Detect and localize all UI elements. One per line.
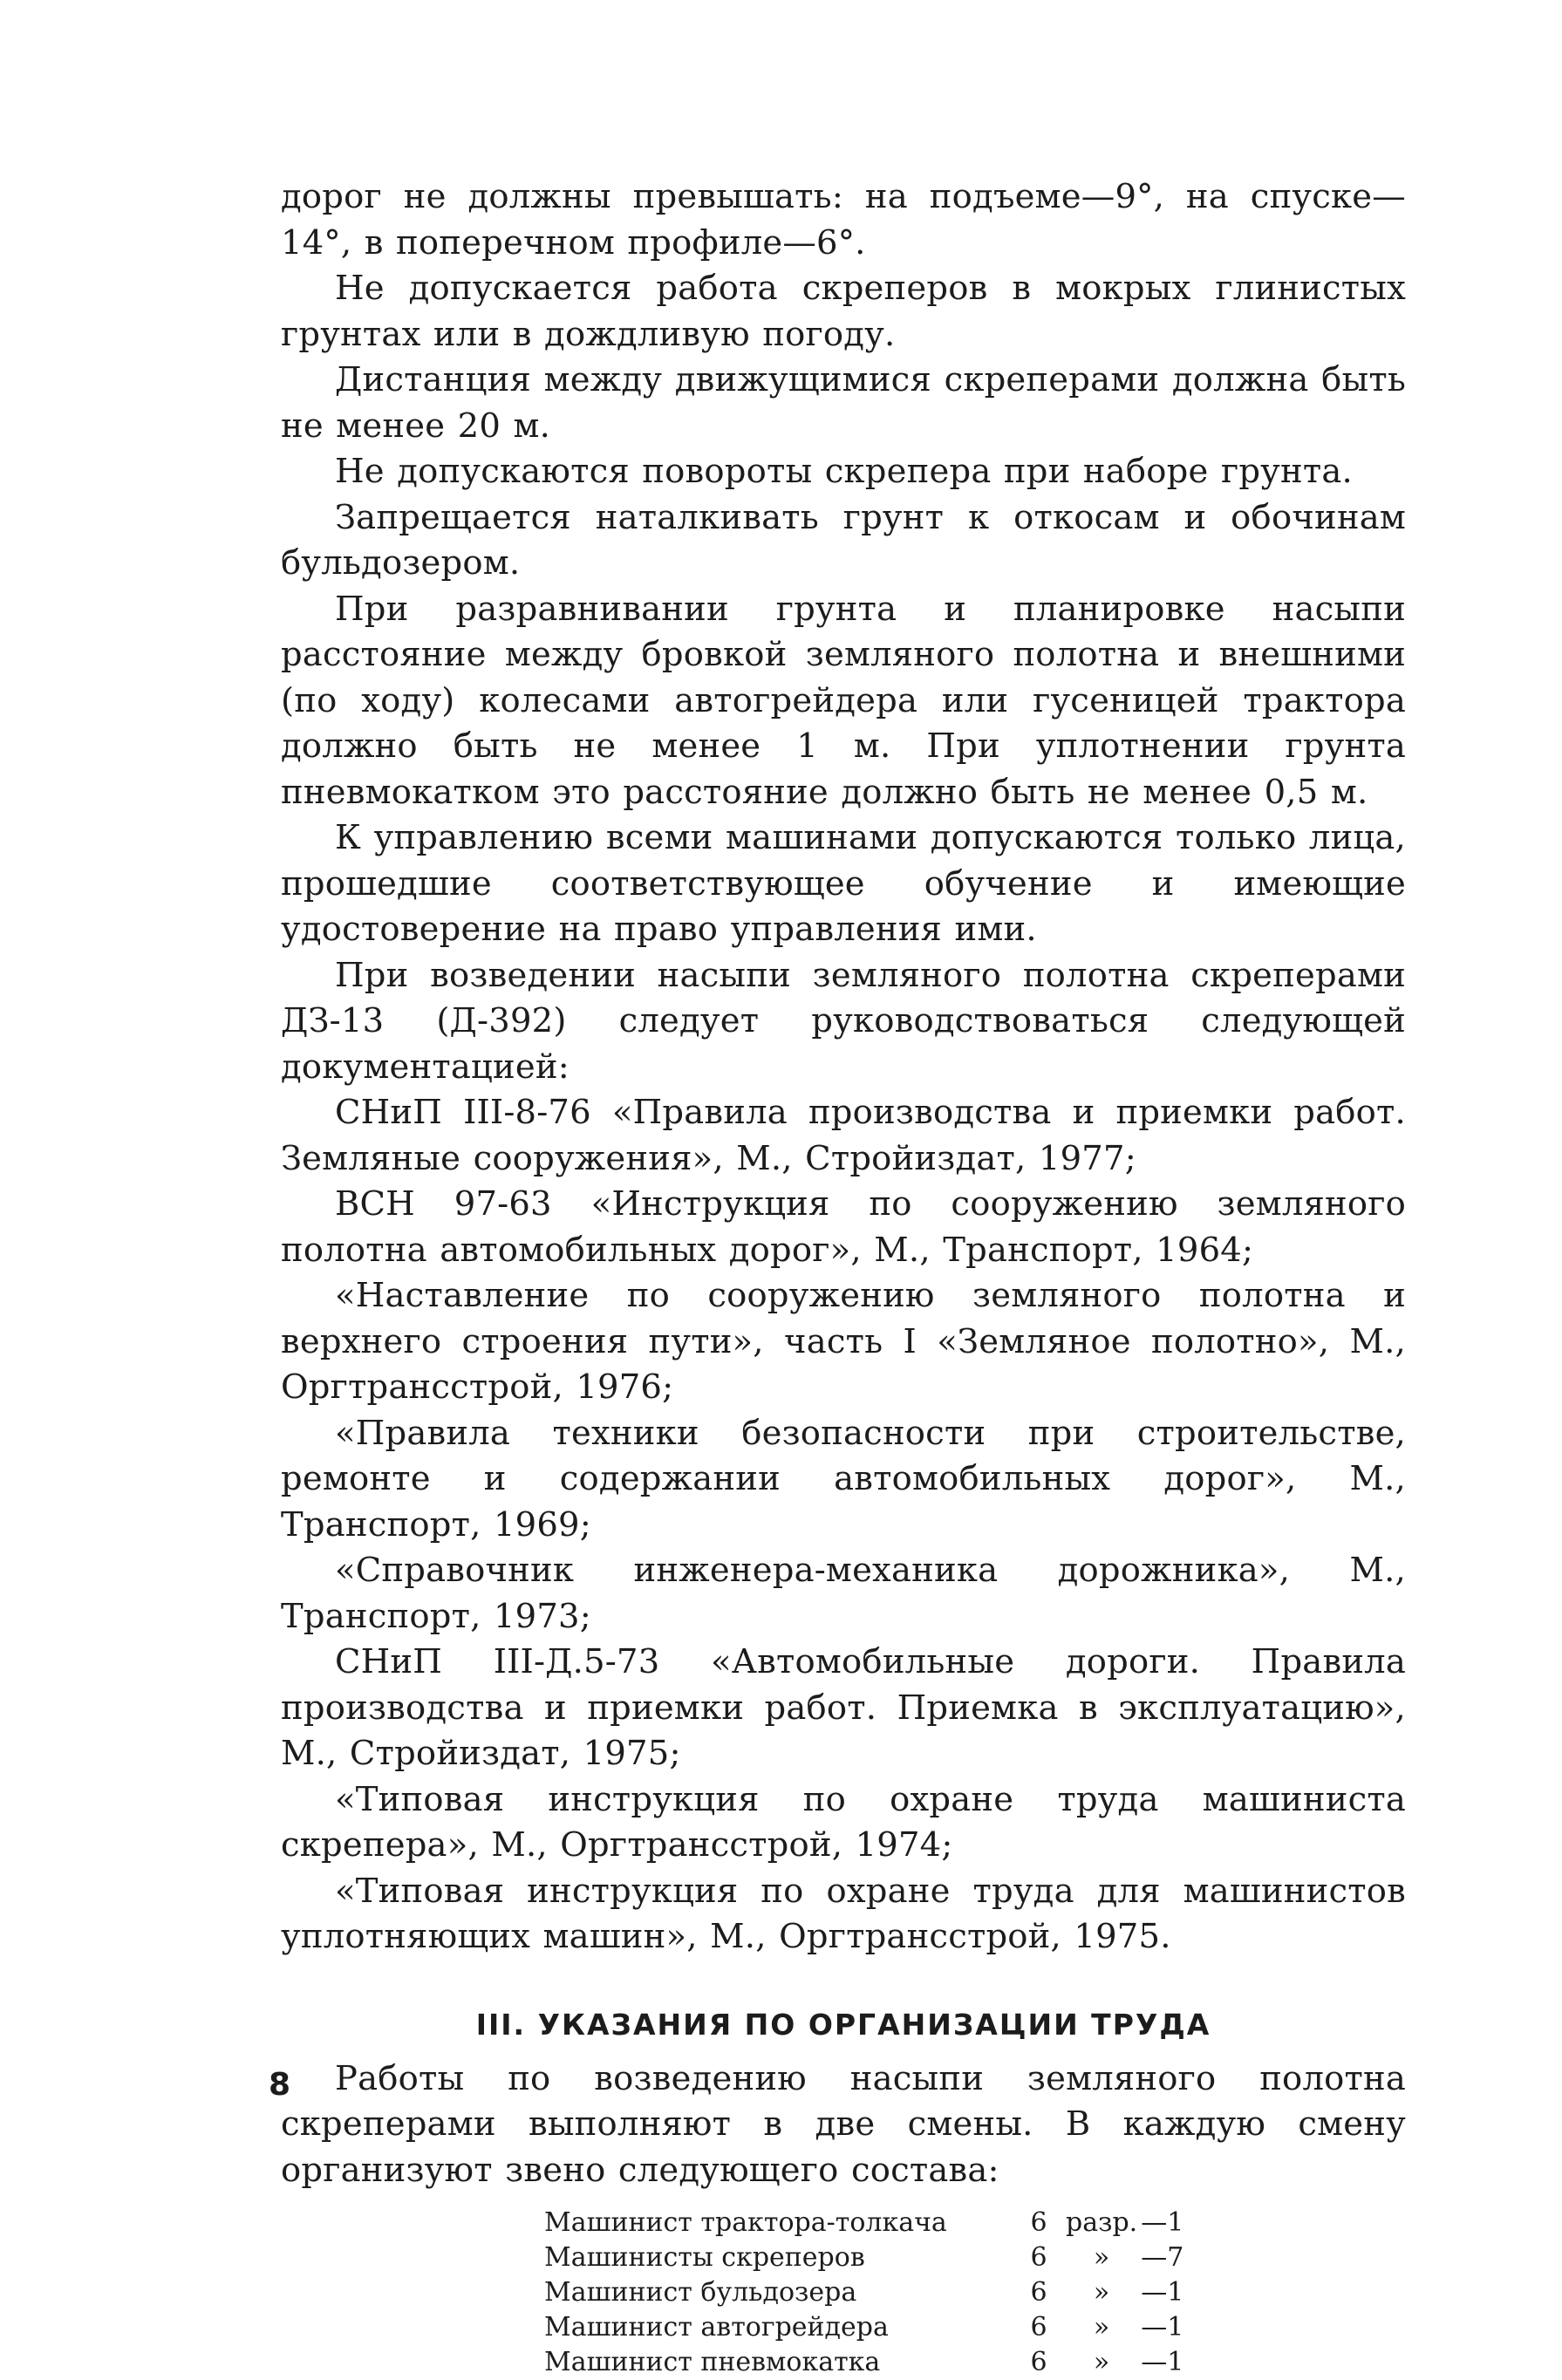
crew-grade-unit: разр. (1066, 2207, 1138, 2238)
crew-count: —1 (1141, 2312, 1184, 2342)
crew-grade: 6 (1030, 2242, 1047, 2273)
paragraph: дорог не должны превышать: на подъеме—9°, на спуске—14°, в поперечном профиле—6°. (281, 177, 1406, 263)
crew-count: —1 (1141, 2207, 1184, 2238)
crew-grade: 6 (1030, 2347, 1047, 2377)
crew-grade: 6 (1030, 2207, 1047, 2238)
paragraph: При разравнивании грунта и планировке насыпи расстояние между бровкой земляного полотна и внешними (по ходу) колесами автогрейдера или гусеницей трактора должно быть не менее 1 м. При уплотнении грунта пневмокатком это расстояние должно быть не менее 0,5 м. (281, 589, 1406, 812)
reference-item: «Типовая инструкция по охране труда машиниста скрепера», М., Оргтрансстрой, 1974; (281, 1779, 1406, 1865)
crew-composition-table (544, 2206, 1245, 2380)
reference-item: «Наставление по сооружению земляного полотна и верхнего строения пути», часть I «Земляное полотно», М., Оргтрансстрой, 1976; (281, 1276, 1406, 1407)
crew-role: Машинист автогрейдера (544, 2312, 889, 2342)
crew-grade-unit: » (1093, 2242, 1110, 2273)
reference-item: «Справочник инженера-механика дорожника», М., Транспорт, 1973; (281, 1551, 1406, 1636)
paragraph: Не допускаются повороты скрепера при наборе грунта. (335, 452, 1353, 491)
page-body (281, 174, 1406, 2380)
crew-grade: 6 (1030, 2312, 1047, 2342)
section-heading: III. УКАЗАНИЯ ПО ОРГАНИЗАЦИИ ТРУДА (475, 2007, 1211, 2042)
reference-item: ВСН 97-63 «Инструкция по сооружению земляного полотна автомобильных дорог», М., Транспорт, 1964; (281, 1184, 1406, 1270)
paragraph: Запрещается наталкивать грунт к откосам и обочинам бульдозером. (281, 497, 1406, 583)
paragraph: При возведении насыпи земляного полотна скреперами ДЗ-13 (Д-392) следует руководствоваться следующей документацией: (281, 955, 1406, 1087)
crew-grade: 6 (1030, 2277, 1047, 2308)
paragraph: Дистанция между движущимися скреперами должна быть не менее 20 м. (281, 360, 1406, 446)
crew-role: Машинисты скреперов (544, 2242, 865, 2273)
crew-grade-unit: » (1093, 2347, 1110, 2377)
table-row (544, 2345, 1245, 2380)
table-row (544, 2310, 1245, 2345)
table-row (544, 2240, 1245, 2275)
crew-role: Машинист бульдозера (544, 2277, 857, 2308)
crew-grade-unit: » (1093, 2312, 1110, 2342)
reference-item: «Правила техники безопасности при строительстве, ремонте и содержании автомобильных дорог», М., Транспорт, 1969; (281, 1413, 1406, 1545)
reference-item: СНиП III-Д.5-73 «Автомобильные дороги. Правила производства и приемки работ. Приемка в эксплуатацию», М., Стройиздат, 1975; (281, 1642, 1406, 1773)
crew-role: Машинист трактора-толкача (544, 2207, 947, 2238)
crew-count: —1 (1141, 2277, 1184, 2308)
paragraph: К управлению всеми машинами допускаются только лица, прошедшие соответствующее обучение и имеющие удостоверение на право управления ими. (281, 818, 1406, 949)
crew-count: —7 (1141, 2242, 1184, 2273)
page-number: 8 (269, 2067, 291, 2103)
crew-count: —1 (1141, 2347, 1184, 2377)
section-paragraph: Работы по возведению насыпи земляного полотна скреперами выполняют в две смены. В каждую смену организуют звено следующего состава: (281, 2058, 1406, 2190)
table-row (544, 2206, 1245, 2240)
reference-item: «Типовая инструкция по охране труда для машинистов уплотняющих машин», М., Оргтрансстрой, 1975. (281, 1871, 1406, 1956)
paragraph: Не допускается работа скреперов в мокрых глинистых грунтах или в дождливую погоду. (281, 269, 1406, 354)
reference-item: СНиП III-8-76 «Правила производства и приемки работ. Земляные сооружения», М., Стройиздат, 1977; (281, 1093, 1406, 1178)
table-row (544, 2275, 1245, 2310)
crew-grade-unit: » (1093, 2277, 1110, 2308)
crew-role: Машинист пневмокатка (544, 2347, 881, 2377)
